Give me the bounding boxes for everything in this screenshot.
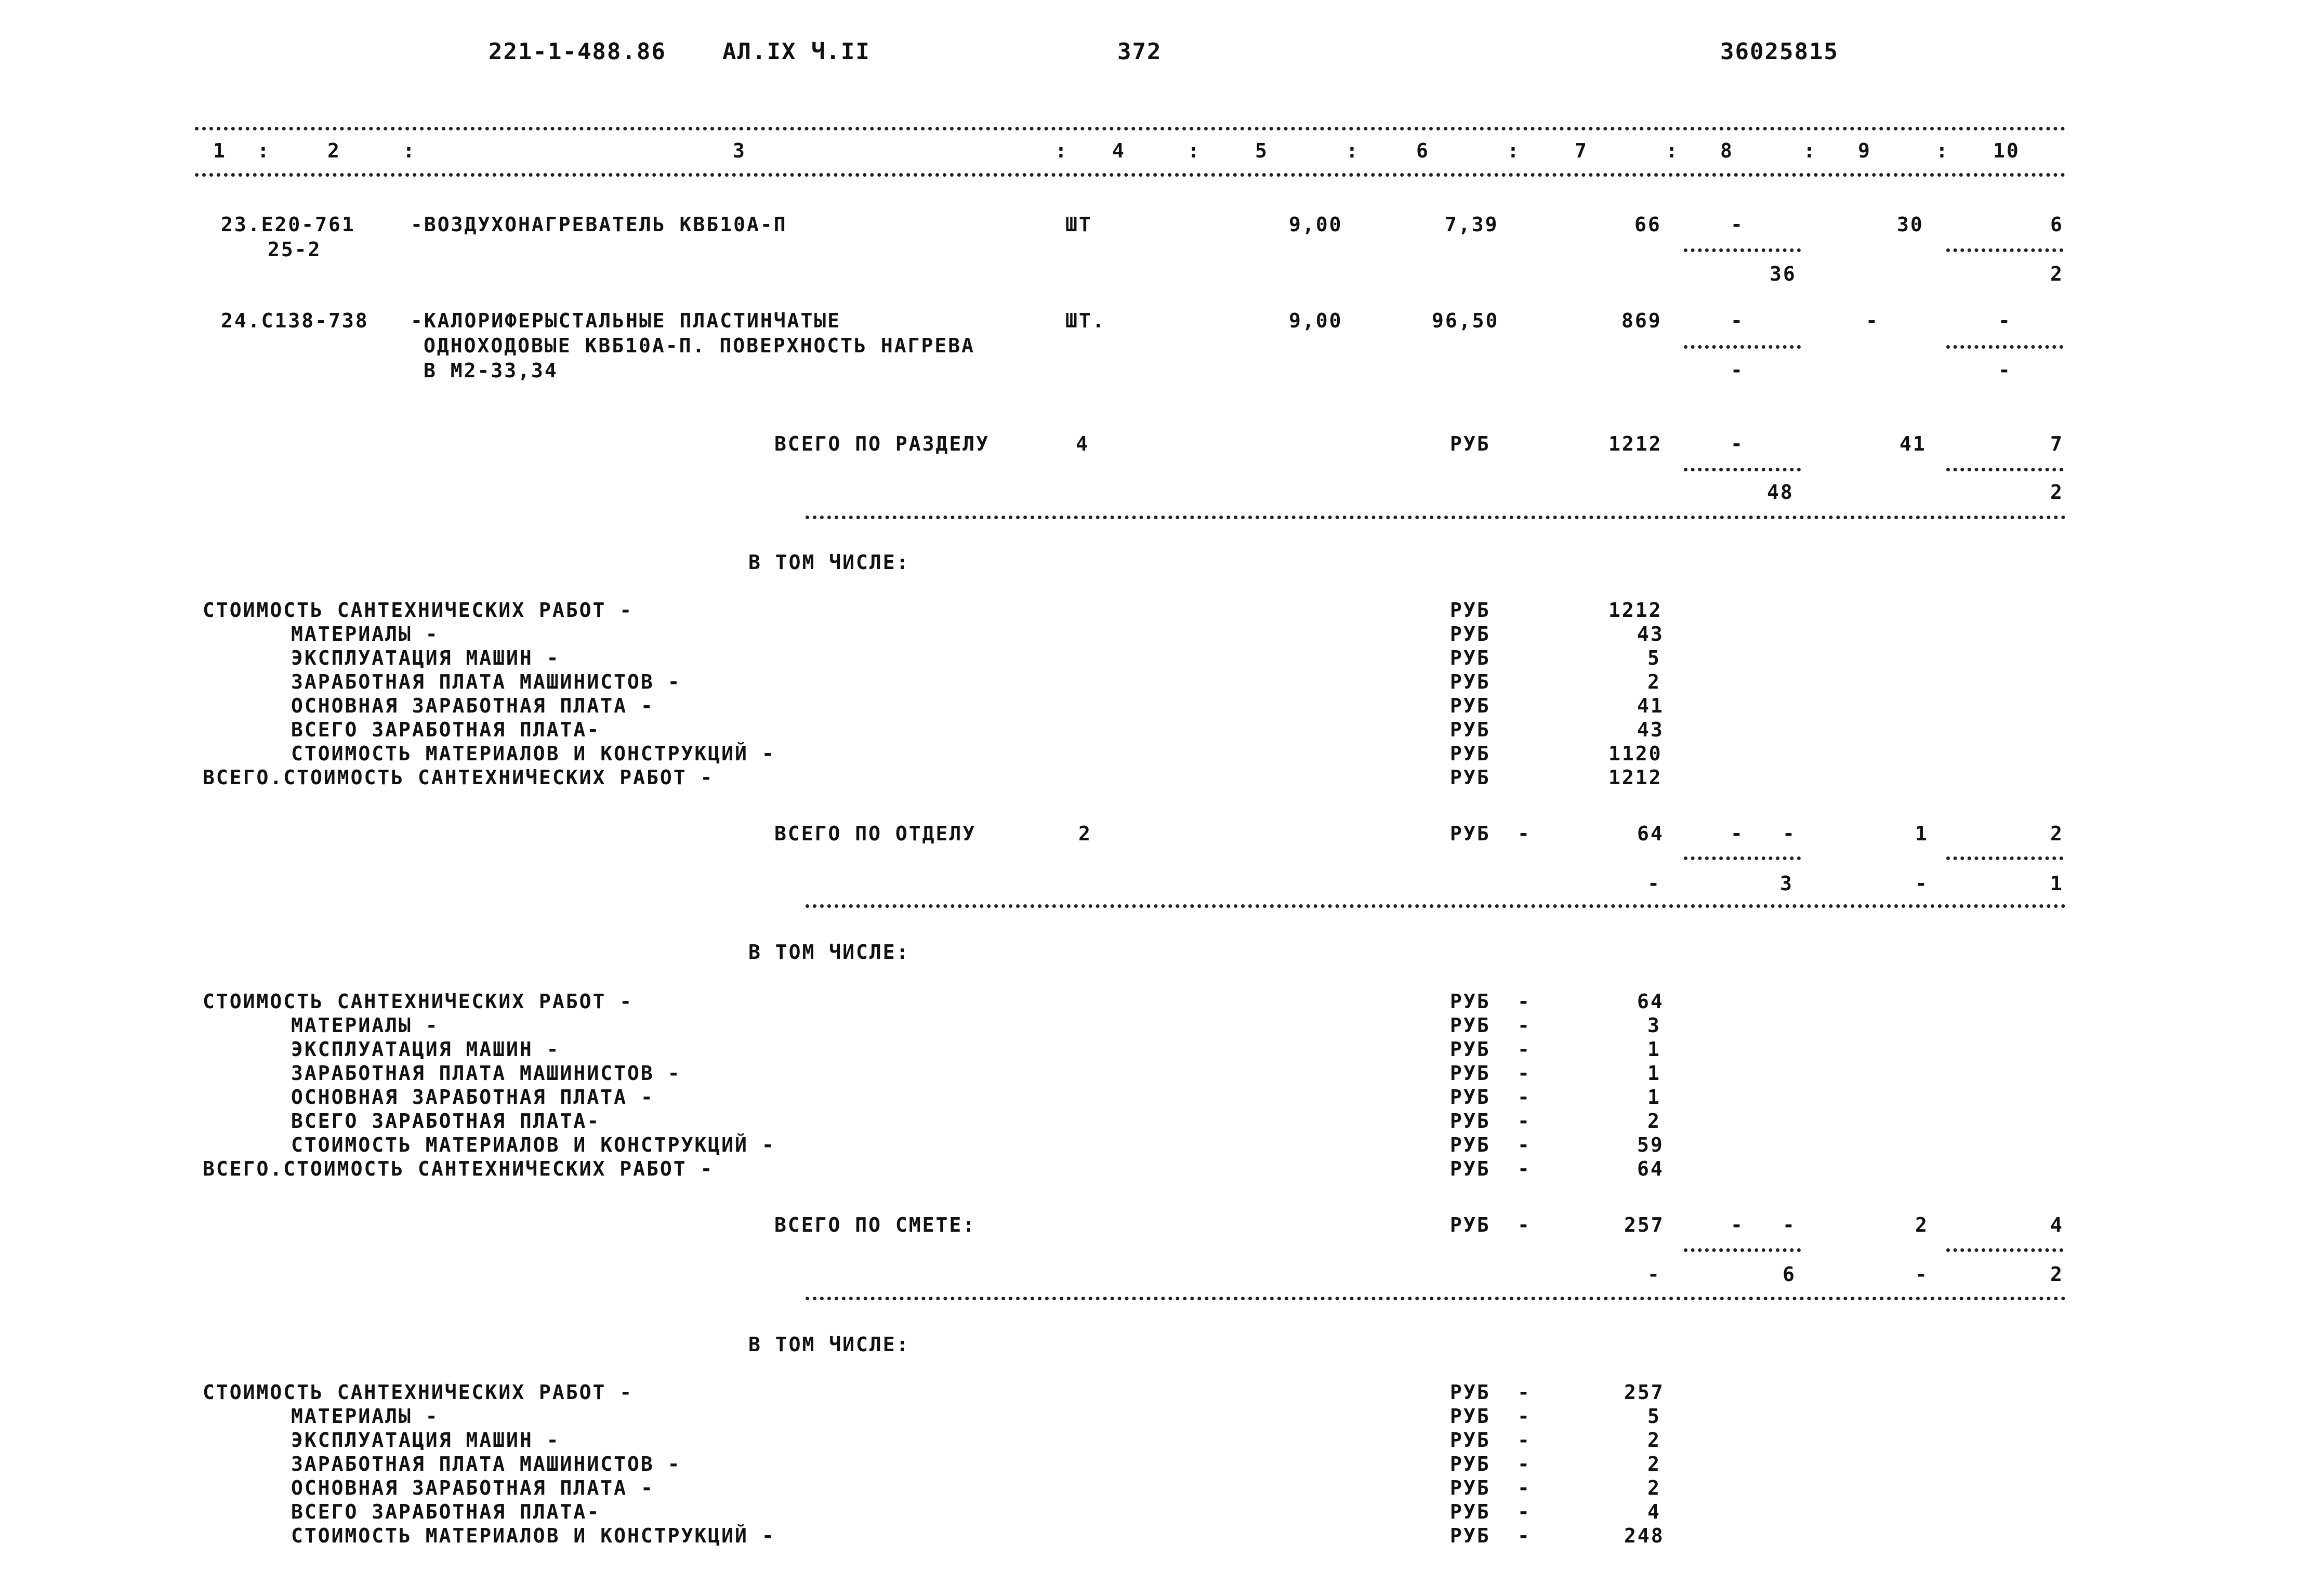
breakdown-unit: РУБ [1450, 694, 1491, 717]
breakdown-dash: - [1518, 1157, 1531, 1180]
breakdown-dash: - [1518, 990, 1531, 1013]
breakdown-dash: - [1518, 1476, 1531, 1499]
breakdown-dash: - [1518, 1429, 1531, 1452]
including-heading: В ТОМ ЧИСЛЕ: [748, 1333, 910, 1356]
breakdown-unit: РУБ [1450, 990, 1491, 1013]
album-reference: АЛ.IX Ч.II [722, 38, 871, 65]
including-heading: В ТОМ ЧИСЛЕ: [748, 551, 910, 574]
column-separator: : [1936, 139, 1949, 162]
table-top-rule [195, 127, 2066, 130]
breakdown-dash: - [1518, 1453, 1531, 1475]
section-rule [806, 516, 2066, 519]
section-col9: 1 [1915, 822, 1929, 845]
item-price: 7,39 [1445, 213, 1499, 236]
breakdown-value: 257 [1624, 1381, 1665, 1404]
item-number: 23.Е20-761 [221, 213, 355, 236]
including-heading: В ТОМ ЧИСЛЕ: [748, 941, 910, 964]
breakdown-label: ВСЕГО ЗАРАБОТНАЯ ПЛАТА- [291, 1110, 601, 1132]
breakdown-label: ВСЕГО.СТОИМОСТЬ САНТЕХНИЧЕСКИХ РАБОТ - [203, 766, 714, 789]
item-unit: ШТ. [1065, 309, 1106, 332]
breakdown-value: 1212 [1608, 599, 1663, 622]
item-subnumber: 25-2 [268, 238, 322, 261]
breakdown-value: 41 [1637, 694, 1664, 717]
fraction-rule [1684, 468, 1801, 471]
column-separator: : [1346, 139, 1360, 162]
breakdown-value: 1212 [1608, 766, 1663, 789]
section-rule [806, 904, 2066, 908]
column-separator: : [1666, 139, 1679, 162]
breakdown-label: МАТЕРИАЛЫ - [291, 623, 439, 645]
section-total-unit: РУБ [1450, 822, 1491, 845]
section-total-label: ВСЕГО ПО РАЗДЕЛУ [774, 432, 990, 455]
breakdown-unit: РУБ [1450, 1157, 1491, 1180]
breakdown-label: СТОИМОСТЬ МАТЕРИАЛОВ И КОНСТРУКЦИЙ - [291, 1133, 775, 1156]
section-total-count: 2 [1078, 822, 1092, 845]
breakdown-dash: - [1518, 1500, 1531, 1523]
column-separator: : [1803, 139, 1817, 162]
breakdown-value: 1 [1647, 1038, 1661, 1061]
breakdown-label: СТОИМОСТЬ САНТЕХНИЧЕСКИХ РАБОТ - [203, 599, 634, 622]
breakdown-value: 2 [1647, 1110, 1661, 1132]
breakdown-label: ЭКСПЛУАТАЦИЯ МАШИН - [291, 647, 560, 669]
breakdown-unit: РУБ [1450, 599, 1491, 622]
column-separator: : [1055, 139, 1069, 162]
breakdown-dash: - [1518, 1524, 1531, 1547]
column-number-3: 3 [733, 139, 746, 162]
section-col10-top: 7 [2050, 432, 2064, 455]
item-col10-bottom: - [1998, 359, 2012, 381]
breakdown-unit: РУБ [1450, 1086, 1491, 1109]
column-number-5: 5 [1255, 139, 1269, 162]
breakdown-value: 64 [1637, 1157, 1664, 1180]
breakdown-unit: РУБ [1450, 742, 1491, 765]
breakdown-unit: РУБ [1450, 1038, 1491, 1061]
item-col8-bottom: - [1731, 359, 1744, 381]
breakdown-dash: - [1518, 1110, 1531, 1132]
breakdown-value: 2 [1647, 1429, 1661, 1452]
column-number-1: 1 [213, 139, 227, 162]
section-total-unit: РУБ [1450, 1214, 1491, 1236]
breakdown-unit: РУБ [1450, 1381, 1491, 1404]
breakdown-label: СТОИМОСТЬ МАТЕРИАЛОВ И КОНСТРУКЦИЙ - [291, 742, 775, 765]
section-total-label: ВСЕГО ПО СМЕТЕ: [774, 1214, 977, 1236]
item-col8-top: - [1731, 309, 1744, 332]
item-col8-top: - [1731, 213, 1744, 236]
breakdown-value: 2 [1647, 1476, 1661, 1499]
breakdown-dash: - [1518, 1014, 1531, 1037]
breakdown-label: МАТЕРИАЛЫ - [291, 1014, 439, 1037]
section-col10-bottom: 2 [2050, 1263, 2064, 1286]
column-separator: : [403, 139, 416, 162]
breakdown-value: 2 [1647, 1453, 1661, 1475]
section-rule [806, 1297, 2066, 1300]
item-quantity: 9,00 [1289, 309, 1343, 332]
column-separator: : [257, 139, 271, 162]
breakdown-value: 2 [1647, 670, 1661, 693]
fraction-rule [1684, 1248, 1801, 1252]
breakdown-label: ОСНОВНАЯ ЗАРАБОТНАЯ ПЛАТА - [291, 694, 654, 717]
section-col8-bottom: 48 [1767, 481, 1794, 504]
breakdown-unit: РУБ [1450, 1405, 1491, 1428]
column-number-2: 2 [327, 139, 341, 162]
section-total-value: 1212 [1608, 432, 1663, 455]
fraction-rule [1946, 1248, 2063, 1252]
section-total-dash: - [1518, 1214, 1531, 1236]
breakdown-label: ЭКСПЛУАТАЦИЯ МАШИН - [291, 1429, 560, 1452]
column-separator: : [1188, 139, 1201, 162]
breakdown-unit: РУБ [1450, 1110, 1491, 1132]
breakdown-value: 64 [1637, 990, 1664, 1013]
document-number: 36025815 [1720, 38, 1839, 65]
column-number-7: 7 [1575, 139, 1588, 162]
breakdown-unit: РУБ [1450, 623, 1491, 645]
breakdown-value: 248 [1624, 1524, 1665, 1547]
section-total-value: 64 [1637, 822, 1664, 845]
item-number: 24.С138-738 [221, 309, 369, 332]
breakdown-dash: - [1518, 1381, 1531, 1404]
breakdown-label: СТОИМОСТЬ САНТЕХНИЧЕСКИХ РАБОТ - [203, 990, 634, 1013]
section-col9: 41 [1900, 432, 1927, 455]
column-number-10: 10 [1993, 139, 2020, 162]
item-name: -ВОЗДУХОНАГРЕВАТЕЛЬ КВБ10А-П [411, 213, 787, 236]
breakdown-unit: РУБ [1450, 1133, 1491, 1156]
breakdown-value: 3 [1647, 1014, 1661, 1037]
section-total-value: 257 [1624, 1214, 1665, 1236]
page-number: 372 [1117, 38, 1162, 65]
section-col8-top: - [1731, 822, 1744, 845]
breakdown-label: ВСЕГО.СТОИМОСТЬ САНТЕХНИЧЕСКИХ РАБОТ - [203, 1157, 714, 1180]
breakdown-label: ЗАРАБОТНАЯ ПЛАТА МАШИНИСТОВ - [291, 1453, 681, 1475]
item-col10-bottom: 2 [2050, 262, 2064, 285]
column-separator: : [1507, 139, 1521, 162]
breakdown-dash: - [1518, 1405, 1531, 1428]
section-col8-bottom: 6 [1783, 1263, 1796, 1286]
breakdown-label: ЭКСПЛУАТАЦИЯ МАШИН - [291, 1038, 560, 1061]
breakdown-value: 1 [1647, 1062, 1661, 1085]
fraction-rule [1684, 856, 1801, 860]
item-cost: 869 [1621, 309, 1662, 332]
breakdown-label: ЗАРАБОТНАЯ ПЛАТА МАШИНИСТОВ - [291, 670, 681, 693]
section-col8-bottom: 3 [1780, 872, 1793, 895]
breakdown-value: 43 [1637, 718, 1664, 741]
section-col7-bottom: - [1647, 872, 1661, 895]
breakdown-value: 1120 [1608, 742, 1663, 765]
breakdown-value: 43 [1637, 623, 1664, 645]
breakdown-dash: - [1518, 1086, 1531, 1109]
table-header-rule [195, 173, 2066, 177]
breakdown-unit: РУБ [1450, 1453, 1491, 1475]
breakdown-label: ОСНОВНАЯ ЗАРАБОТНАЯ ПЛАТА - [291, 1476, 654, 1499]
section-col8-top: - [1731, 432, 1744, 455]
breakdown-unit: РУБ [1450, 1476, 1491, 1499]
breakdown-value: 1 [1647, 1086, 1661, 1109]
section-total-dash: - [1518, 822, 1531, 845]
breakdown-label: ЗАРАБОТНАЯ ПЛАТА МАШИНИСТОВ - [291, 1062, 681, 1085]
section-col9-bottom: - [1915, 872, 1929, 895]
breakdown-value: 59 [1637, 1133, 1664, 1156]
section-col9: 2 [1915, 1214, 1929, 1236]
fraction-rule [1684, 248, 1801, 252]
fraction-rule [1946, 856, 2063, 860]
fraction-rule [1946, 345, 2063, 349]
column-number-6: 6 [1416, 139, 1430, 162]
breakdown-dash: - [1518, 1062, 1531, 1085]
breakdown-dash: - [1518, 1133, 1531, 1156]
item-col8-bottom: 36 [1770, 262, 1797, 285]
breakdown-unit: РУБ [1450, 718, 1491, 741]
breakdown-label: ВСЕГО ЗАРАБОТНАЯ ПЛАТА- [291, 1500, 601, 1523]
column-number-9: 9 [1858, 139, 1871, 162]
breakdown-label: МАТЕРИАЛЫ - [291, 1405, 439, 1428]
fraction-rule [1946, 248, 2063, 252]
breakdown-label: ВСЕГО ЗАРАБОТНАЯ ПЛАТА- [291, 718, 601, 741]
breakdown-unit: РУБ [1450, 1524, 1491, 1547]
breakdown-dash: - [1518, 1038, 1531, 1061]
section-col9-bottom: - [1915, 1263, 1929, 1286]
item-col9: - [1866, 309, 1879, 332]
breakdown-label: ОСНОВНАЯ ЗАРАБОТНАЯ ПЛАТА - [291, 1086, 654, 1109]
breakdown-unit: РУБ [1450, 766, 1491, 789]
section-total-count: 4 [1076, 432, 1089, 455]
column-number-8: 8 [1720, 139, 1734, 162]
breakdown-unit: РУБ [1450, 1062, 1491, 1085]
section-total-unit: РУБ [1450, 432, 1491, 455]
item-price: 96,50 [1432, 309, 1499, 332]
section-col10-top: 2 [2050, 822, 2064, 845]
section-col10-bottom: 2 [2050, 481, 2064, 504]
section-col8-top: - [1731, 1214, 1744, 1236]
breakdown-value: 4 [1647, 1500, 1661, 1523]
section-col10-top: 4 [2050, 1214, 2064, 1236]
breakdown-unit: РУБ [1450, 1429, 1491, 1452]
item-cost: 66 [1634, 213, 1661, 236]
breakdown-unit: РУБ [1450, 1500, 1491, 1523]
breakdown-value: 5 [1647, 647, 1661, 669]
item-col10-top: - [1998, 309, 2012, 332]
fraction-rule [1684, 345, 1801, 349]
breakdown-unit: РУБ [1450, 670, 1491, 693]
breakdown-label: СТОИМОСТЬ САНТЕХНИЧЕСКИХ РАБОТ - [203, 1381, 634, 1404]
item-col9: 30 [1897, 213, 1924, 236]
item-col10-top: 6 [2050, 213, 2064, 236]
section-col8-top-2: - [1783, 822, 1796, 845]
item-quantity: 9,00 [1289, 213, 1343, 236]
document-code: 221-1-488.86 [489, 38, 666, 65]
section-col7-bottom: - [1647, 1263, 1661, 1286]
breakdown-label: СТОИМОСТЬ МАТЕРИАЛОВ И КОНСТРУКЦИЙ - [291, 1524, 775, 1547]
breakdown-unit: РУБ [1450, 647, 1491, 669]
breakdown-unit: РУБ [1450, 1014, 1491, 1037]
column-number-4: 4 [1112, 139, 1126, 162]
breakdown-value: 5 [1647, 1405, 1661, 1428]
item-name-line: -КАЛОРИФЕРЫСТАЛЬНЫЕ ПЛАСТИНЧАТЫЕ [411, 309, 841, 332]
section-total-label: ВСЕГО ПО ОТДЕЛУ [774, 822, 977, 845]
item-name-line: В М2-33,34 [424, 359, 558, 382]
fraction-rule [1946, 468, 2063, 471]
section-col10-bottom: 1 [2050, 872, 2064, 895]
item-unit: ШТ [1065, 213, 1092, 236]
item-name-line: ОДНОХОДОВЫЕ КВБ10А-П. ПОВЕРХНОСТЬ НАГРЕВА [424, 334, 975, 357]
section-col8-top-2: - [1783, 1214, 1796, 1236]
